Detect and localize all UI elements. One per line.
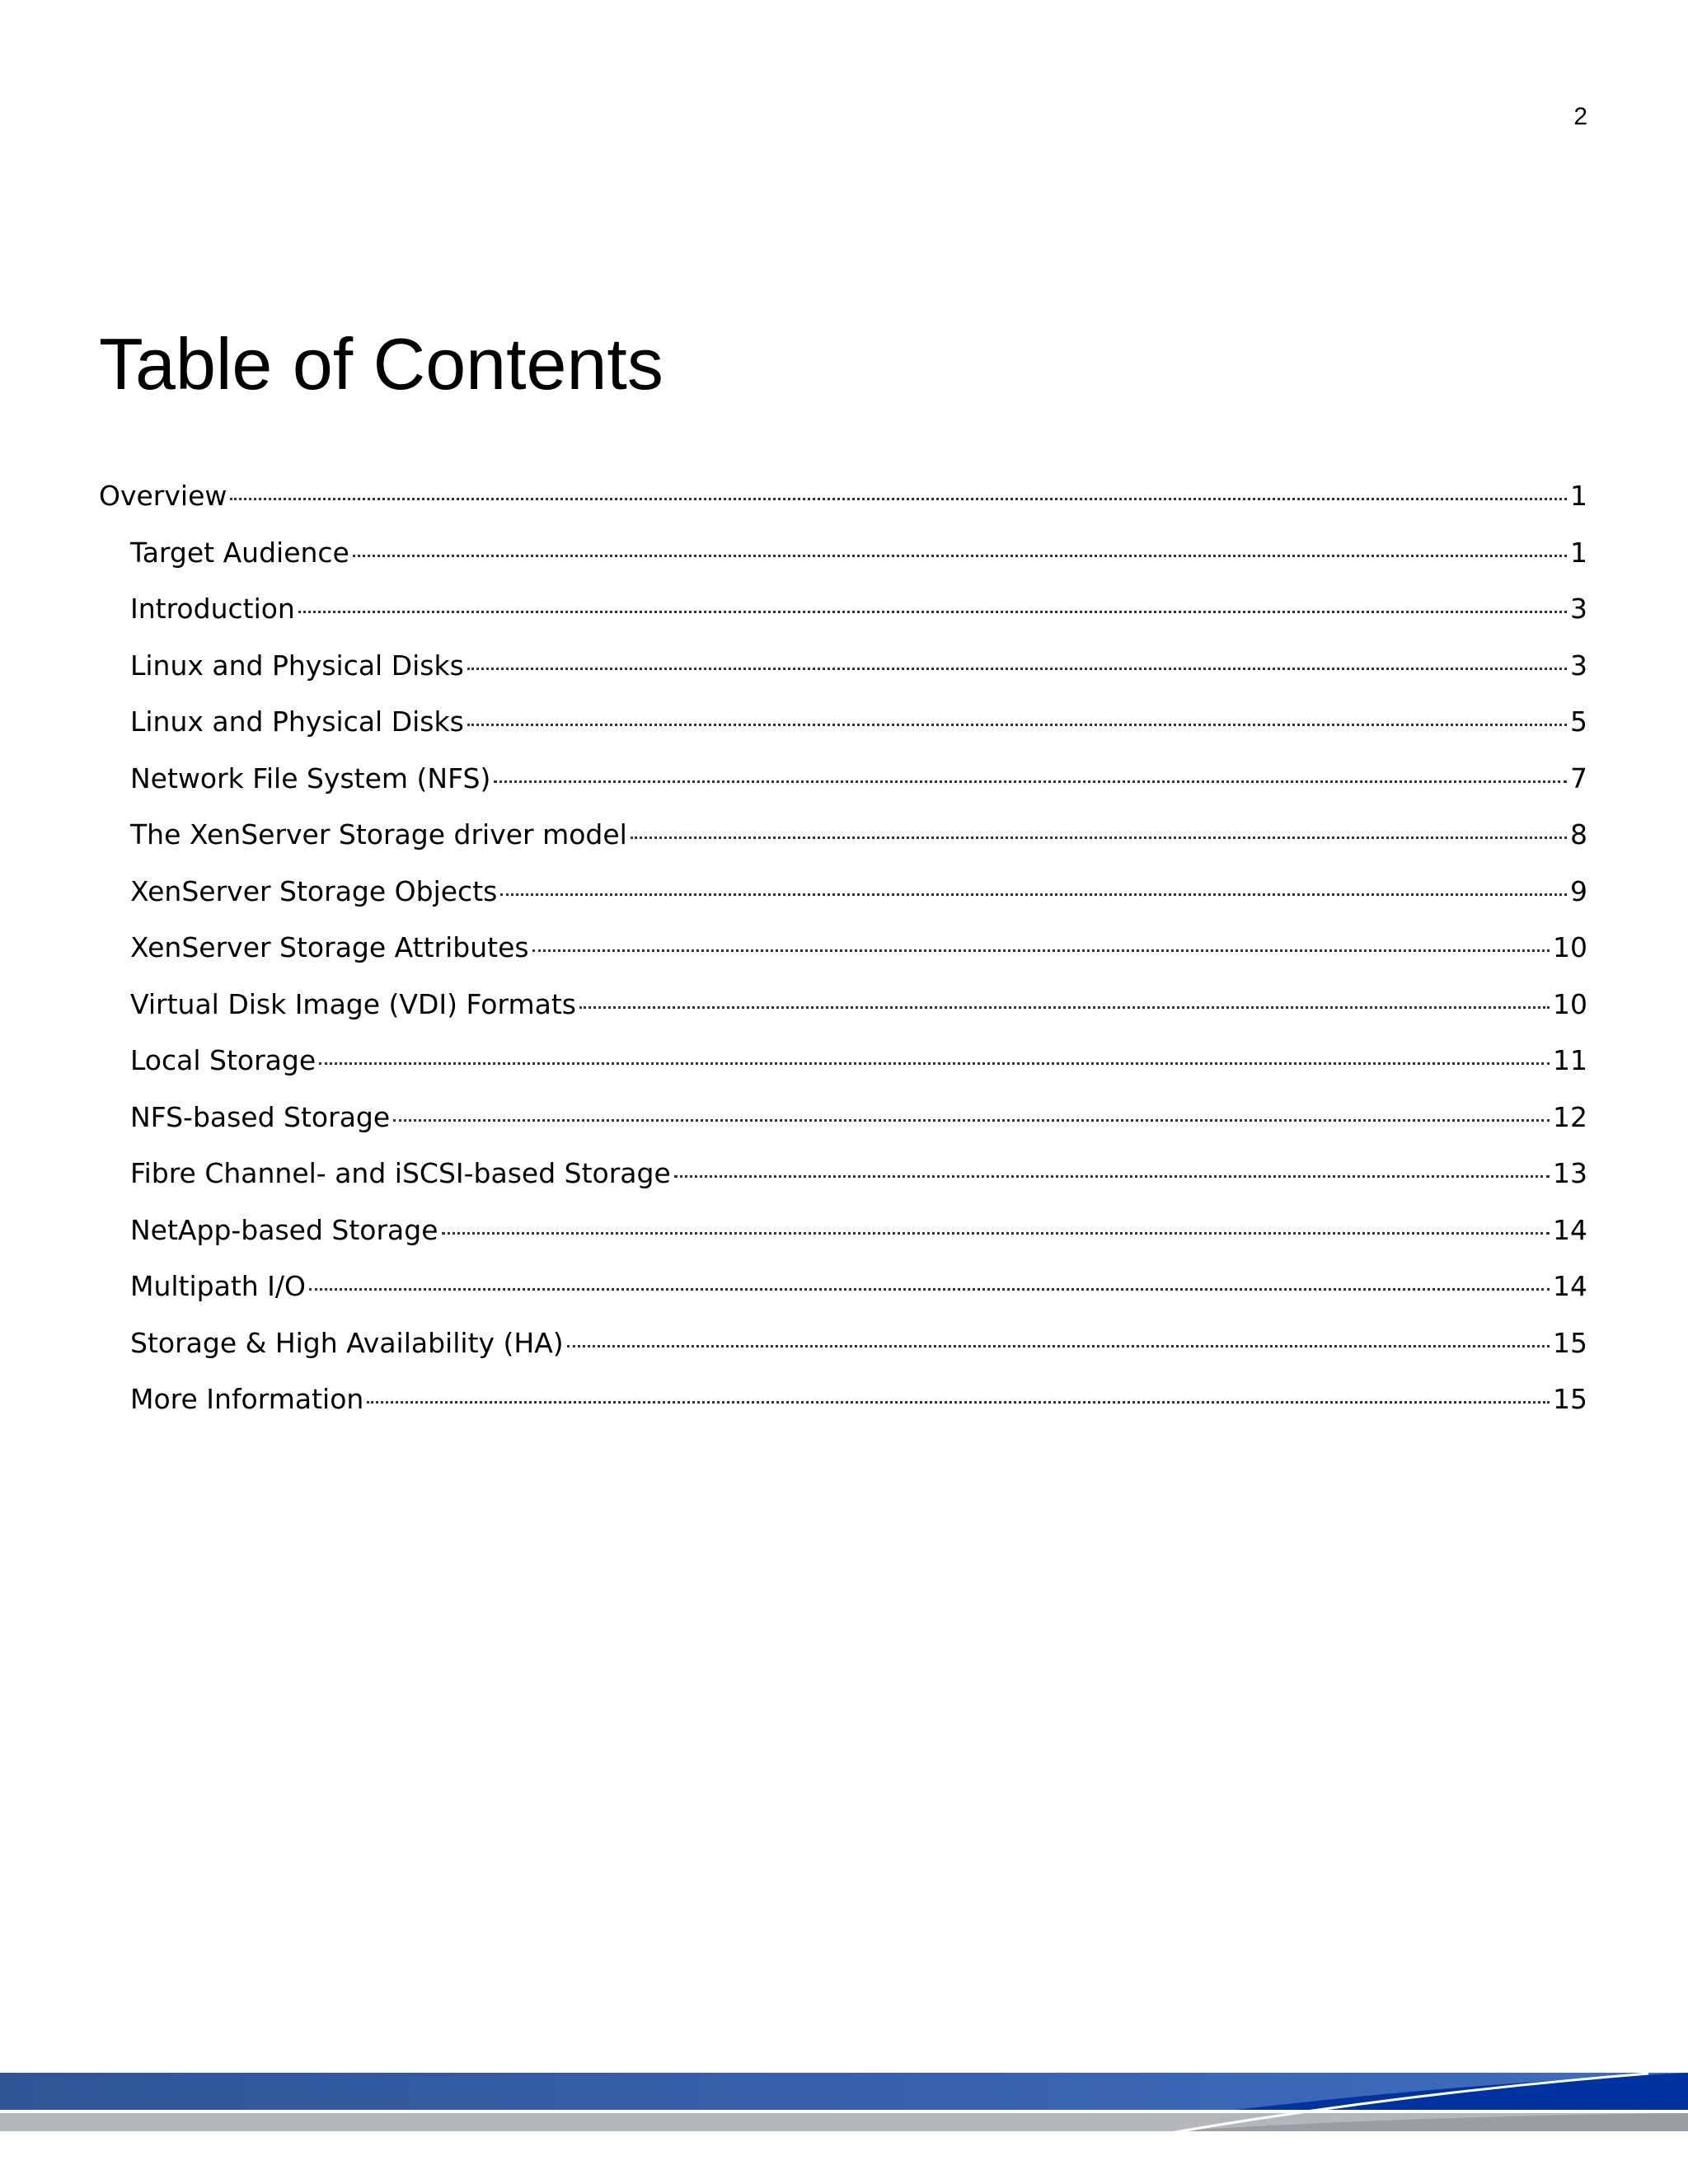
toc-entry-storage-ha[interactable] <box>99 1323 1587 1380</box>
toc-entry-page: 5 <box>1570 705 1587 738</box>
toc-entry-label: Introduction <box>130 593 295 625</box>
toc-entry-vdi-formats[interactable] <box>99 984 1587 1041</box>
toc-dot-leader <box>631 837 1567 839</box>
toc-entry-label: Linux and Physical Disks <box>130 705 464 738</box>
toc-entry-page: 8 <box>1570 818 1587 851</box>
toc-entry-page: 10 <box>1553 987 1587 1020</box>
footer-band <box>0 2069 1688 2135</box>
toc-dot-leader <box>309 1288 1550 1291</box>
toc-entry-page: 9 <box>1570 874 1587 907</box>
toc-entry-label: Multipath I/O <box>130 1270 307 1302</box>
toc-entry-storage-driver-model[interactable] <box>99 814 1587 871</box>
toc-dot-leader <box>494 780 1567 783</box>
toc-entry-label: Overview <box>99 480 227 512</box>
toc-dot-leader <box>230 498 1567 500</box>
toc-title: Table of Contents <box>99 323 663 405</box>
toc-entry-storage-attributes[interactable] <box>99 927 1587 984</box>
toc-entry-label: NetApp-based Storage <box>130 1213 438 1246</box>
toc-dot-leader <box>442 1232 1550 1235</box>
toc-dot-leader <box>532 949 1550 952</box>
toc-entry-target-audience[interactable] <box>99 532 1587 589</box>
toc-dot-leader <box>674 1175 1550 1178</box>
toc-entry-label: The XenServer Storage driver model <box>130 818 627 851</box>
toc-entry-page: 13 <box>1553 1157 1587 1189</box>
toc-entry-netapp-storage[interactable] <box>99 1210 1587 1267</box>
footer-divider-line <box>0 2110 1688 2113</box>
toc-entry-label: Linux and Physical Disks <box>130 649 464 682</box>
toc-entry-label: Target Audience <box>130 536 349 569</box>
toc-entry-label: More Information <box>130 1383 364 1415</box>
toc-entry-page: 15 <box>1553 1326 1587 1359</box>
toc-dot-leader <box>567 1345 1550 1347</box>
toc-entry-label: Network File System (NFS) <box>130 762 491 794</box>
toc-entry-page: 12 <box>1553 1100 1587 1133</box>
toc-entry-page: 10 <box>1553 931 1587 963</box>
toc-entry-page: 1 <box>1570 480 1587 512</box>
toc-entry-label: Fibre Channel- and iSCSI-based Storage <box>130 1157 671 1189</box>
toc-dot-leader <box>467 668 1567 670</box>
toc-dot-leader <box>319 1062 1550 1065</box>
toc-dot-leader <box>579 1006 1550 1009</box>
toc-entry-introduction[interactable] <box>99 588 1587 645</box>
toc-entry-fc-iscsi-storage[interactable] <box>99 1153 1587 1210</box>
toc-entry-label: NFS-based Storage <box>130 1100 391 1133</box>
toc-entry-label: Virtual Disk Image (VDI) Formats <box>130 987 576 1020</box>
toc-entry-label: Storage & High Availability (HA) <box>130 1326 564 1359</box>
toc-entry-page: 14 <box>1553 1213 1587 1246</box>
toc-entry-page: 14 <box>1553 1270 1587 1302</box>
toc-dot-leader <box>367 1401 1550 1404</box>
toc-entry-linux-physical-disks[interactable] <box>99 645 1587 702</box>
toc-entry-page: 15 <box>1553 1383 1587 1415</box>
toc-dot-leader <box>353 555 1567 557</box>
toc-dot-leader <box>393 1119 1550 1122</box>
toc-entry-more-information[interactable] <box>99 1379 1587 1436</box>
toc-entry-storage-objects[interactable] <box>99 871 1587 928</box>
toc-entry-multipath-io[interactable] <box>99 1266 1587 1323</box>
toc-dot-leader <box>500 893 1567 896</box>
toc-entry-label: XenServer Storage Attributes <box>130 931 529 963</box>
toc-entry-nfs-based-storage[interactable] <box>99 1097 1587 1154</box>
toc-entry-page: 1 <box>1570 536 1587 569</box>
toc-dot-leader <box>467 724 1567 726</box>
toc-dot-leader <box>298 611 1567 613</box>
toc-entry-linux-physical-disks-2[interactable] <box>99 701 1587 758</box>
toc-entry-page: 3 <box>1570 593 1587 625</box>
toc-entry-label: XenServer Storage Objects <box>130 874 498 907</box>
page-number: 2 <box>1573 103 1587 130</box>
toc-entry-label: Local Storage <box>130 1044 316 1076</box>
toc-entry-page: 11 <box>1553 1044 1587 1076</box>
toc-entry-overview[interactable] <box>99 476 1587 532</box>
toc-entry-nfs[interactable] <box>99 758 1587 815</box>
toc-entry-page: 3 <box>1570 649 1587 682</box>
toc-entry-local-storage[interactable] <box>99 1040 1587 1097</box>
toc-entry-page: 7 <box>1570 762 1587 794</box>
toc-list <box>99 476 1587 1436</box>
